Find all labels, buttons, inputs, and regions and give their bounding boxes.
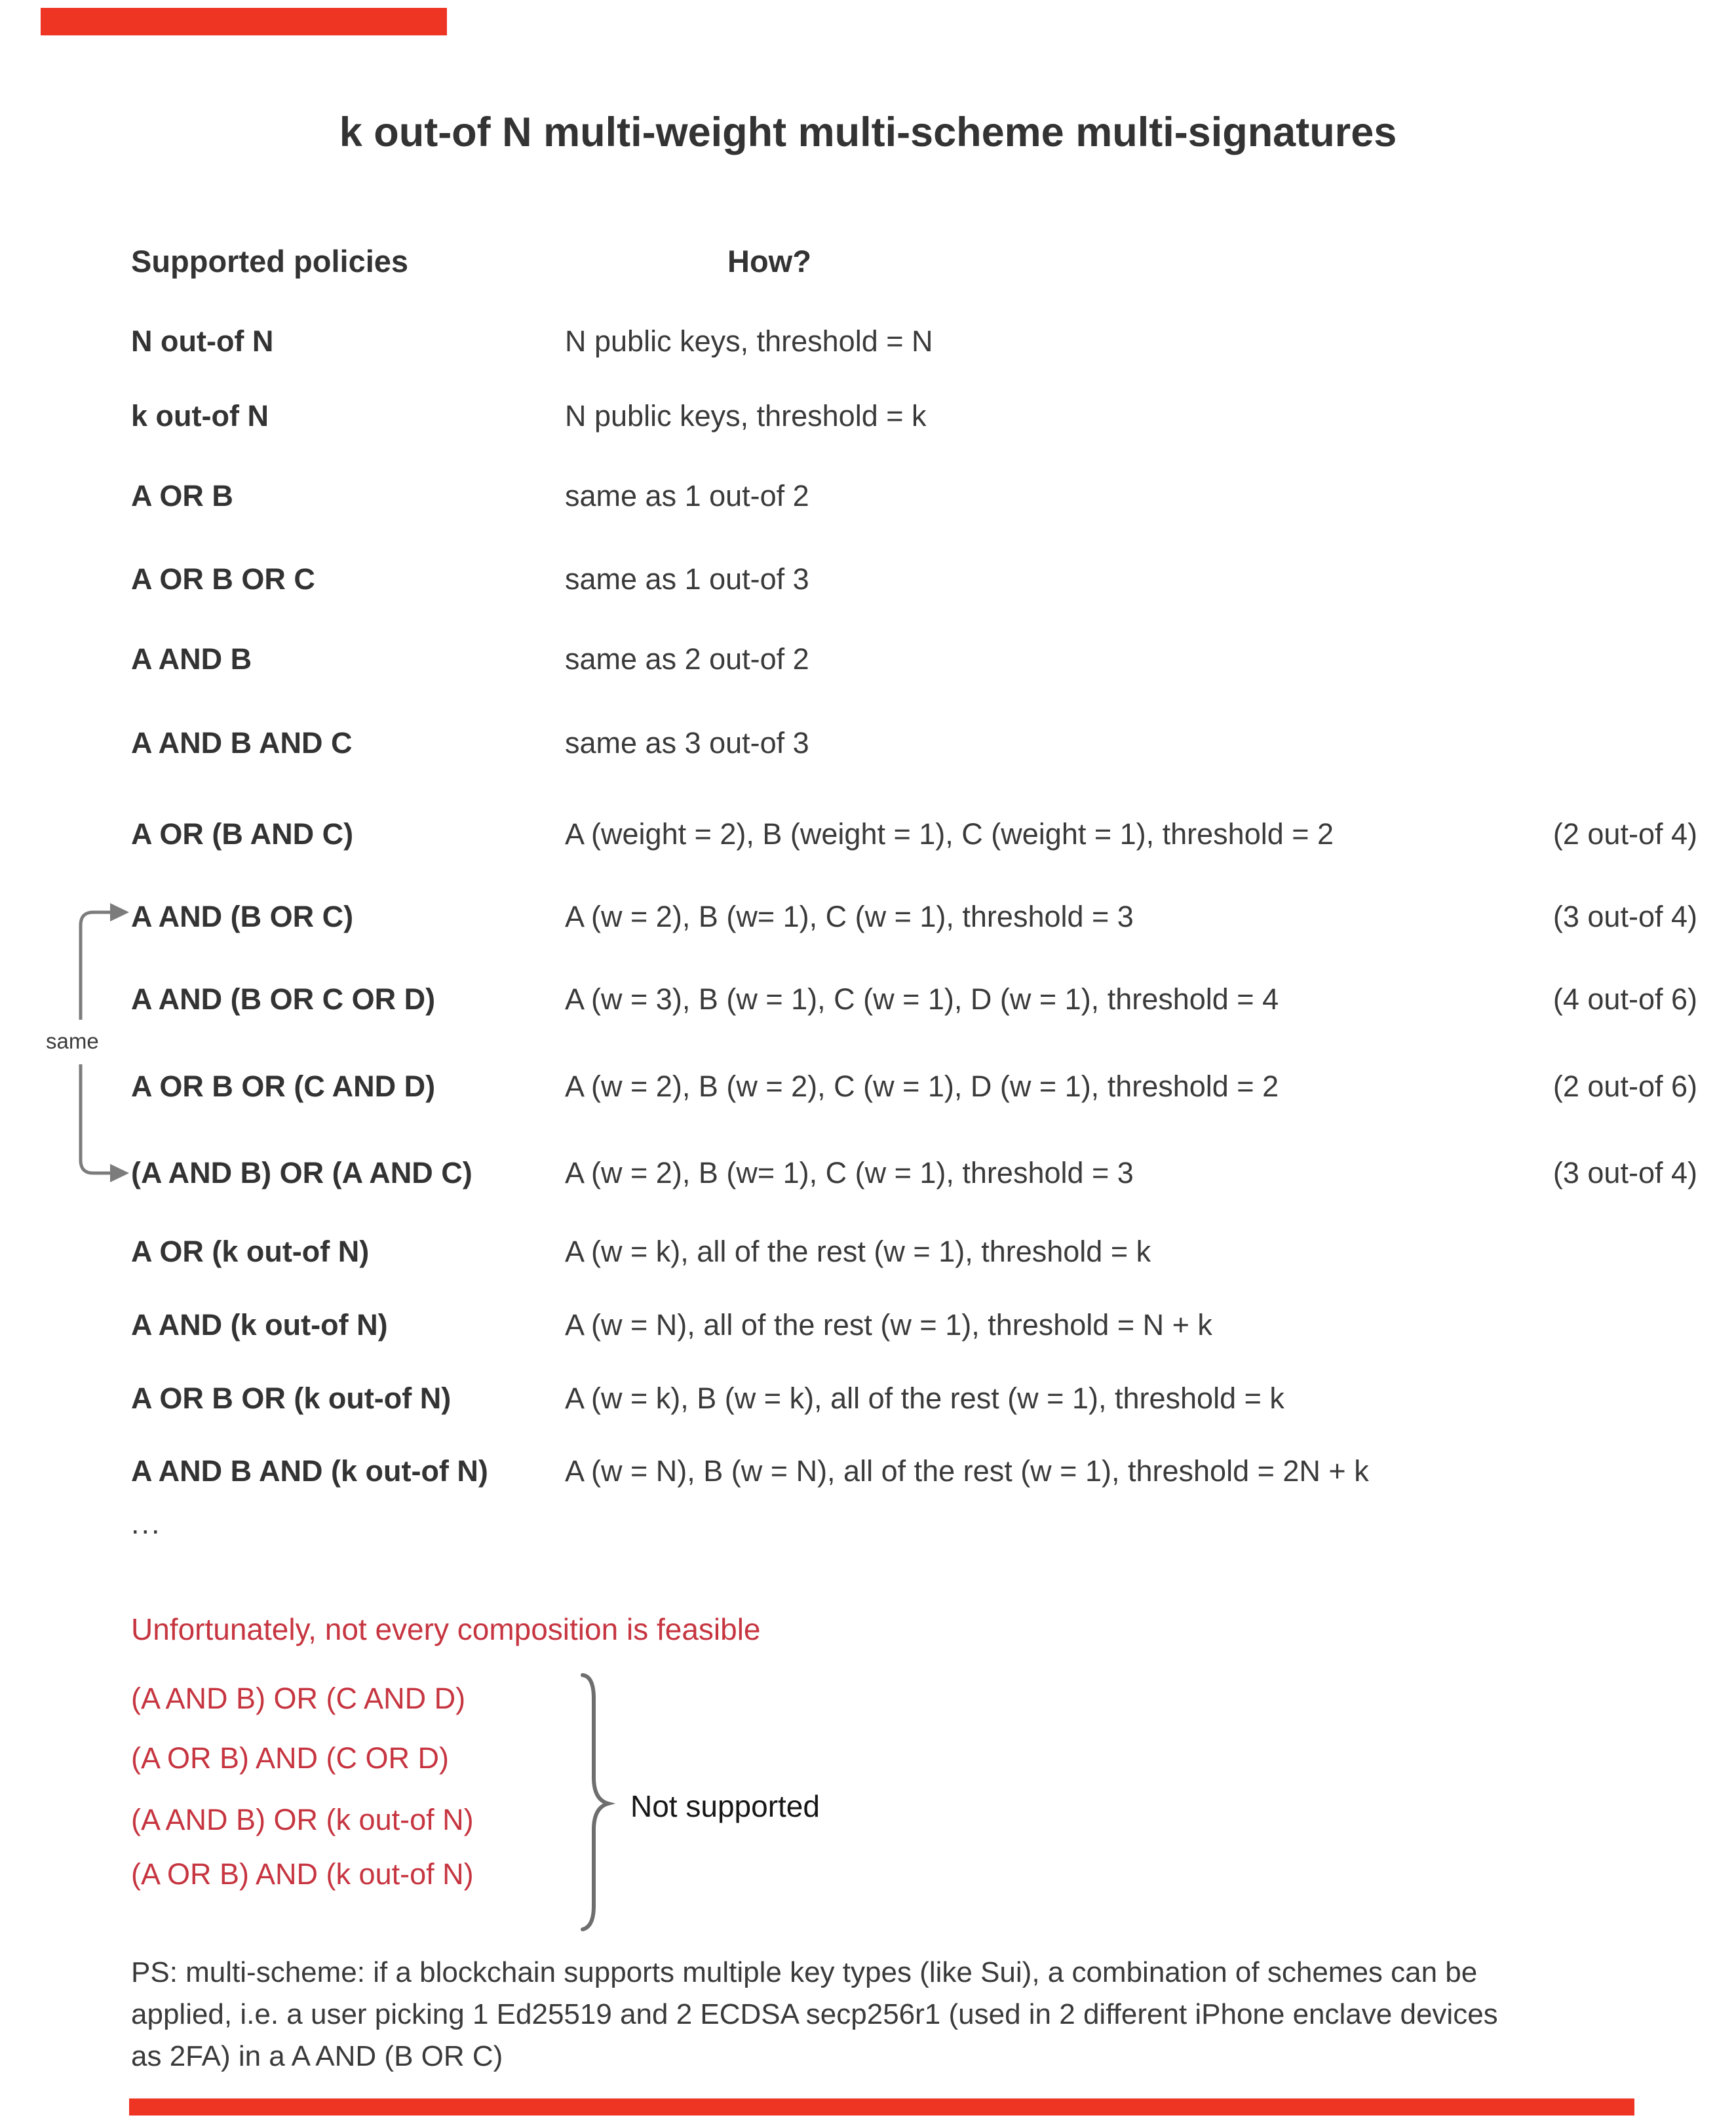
policy-label: A AND B AND (k out-of N): [131, 1454, 488, 1488]
policy-how: A (w = k), B (w = k), all of the rest (w = 1), threshold = k: [565, 1382, 1284, 1415]
policy-label: A OR (k out-of N): [131, 1235, 370, 1268]
policy-equivalent: (2 out-of 4): [1553, 817, 1697, 851]
policy-how: same as 3 out-of 3: [565, 726, 809, 760]
infeasible-item: (A OR B) AND (k out-of N): [131, 1857, 474, 1891]
policy-label: (A AND B) OR (A AND C): [131, 1156, 473, 1189]
policy-equivalent: (2 out-of 6): [1553, 1070, 1697, 1103]
policy-how: same as 2 out-of 2: [565, 642, 809, 676]
policy-how: same as 1 out-of 2: [565, 479, 809, 512]
policy-equivalent: (3 out-of 4): [1553, 900, 1697, 933]
policy-how: same as 1 out-of 3: [565, 562, 809, 596]
not-supported-brace: [583, 1675, 608, 1929]
policy-label: N out-of N: [131, 324, 274, 358]
table-row: [0, 724, 1736, 763]
footnote-line: as 2FA) in a A AND (B OR C): [131, 2040, 503, 2072]
footnote-line: PS: multi-scheme: if a blockchain supports multiple key types (like Sui), a combination of schemes can be: [131, 1956, 1478, 1988]
policy-label: k out-of N: [131, 399, 269, 433]
policy-label: A OR B OR (k out-of N): [131, 1382, 452, 1415]
table-row: [0, 1452, 1736, 1491]
table-row: [0, 476, 1736, 516]
footnote: [131, 1952, 1498, 2078]
column-header-supported-policies: Supported policies: [131, 244, 409, 279]
table-row: [0, 1153, 1736, 1193]
table-row: [0, 1305, 1736, 1345]
policy-how: A (w = k), all of the rest (w = 1), threshold = k: [565, 1235, 1151, 1268]
table-row: [0, 1379, 1736, 1418]
policy-equivalent: (4 out-of 6): [1553, 982, 1697, 1016]
policy-how: A (w = N), B (w = N), all of the rest (w = 1), threshold = 2N + k: [565, 1454, 1369, 1488]
red-marker-bottom: [129, 2098, 1634, 2116]
infeasible-heading: Unfortunately, not every composition is feasible: [131, 1612, 761, 1646]
policy-equivalent: (3 out-of 4): [1553, 1156, 1697, 1189]
column-header-how: How?: [727, 244, 811, 279]
policy-how: A (w = N), all of the rest (w = 1), threshold = N + k: [565, 1308, 1212, 1342]
table-header-row: [0, 241, 1736, 282]
table-row: [0, 980, 1736, 1019]
same-label: same: [46, 1029, 99, 1053]
policy-how: A (w = 2), B (w= 1), C (w = 1), threshold = 3: [565, 1156, 1134, 1189]
table-row: [0, 897, 1736, 937]
policy-label: A OR (B AND C): [131, 817, 354, 851]
policy-label: A AND (B OR C): [131, 900, 354, 933]
table-row: [0, 396, 1736, 436]
table-row: [0, 640, 1736, 679]
table-row: [0, 1067, 1736, 1106]
policy-label: A AND (k out-of N): [131, 1308, 388, 1342]
policy-how: A (weight = 2), B (weight = 1), C (weight = 1), threshold = 2: [565, 817, 1334, 851]
table-row: [0, 815, 1736, 854]
ellipsis-row: ...: [131, 1507, 162, 1540]
infeasible-item: (A OR B) AND (C OR D): [131, 1741, 450, 1775]
policy-how: A (w = 2), B (w = 2), C (w = 1), D (w = 1), threshold = 2: [565, 1070, 1279, 1103]
table-row: [0, 560, 1736, 599]
policy-label: A AND (B OR C OR D): [131, 982, 436, 1016]
infeasible-item: (A AND B) OR (k out-of N): [131, 1803, 474, 1836]
policy-label: A OR B OR (C AND D): [131, 1070, 436, 1103]
policy-label: A OR B OR C: [131, 562, 315, 596]
page-title: k out-of N multi-weight multi-scheme multi-signatures: [339, 109, 1397, 155]
policy-label: A AND B AND C: [131, 726, 353, 760]
policy-how: N public keys, threshold = N: [565, 324, 933, 358]
policy-how: A (w = 2), B (w= 1), C (w = 1), threshold = 3: [565, 900, 1134, 933]
policy-label: A OR B: [131, 479, 233, 512]
policy-how: A (w = 3), B (w = 1), C (w = 1), D (w = 1), threshold = 4: [565, 982, 1279, 1016]
footnote-line: applied, i.e. a user picking 1 Ed25519 and 2 ECDSA secp256r1 (used in 2 different iPhone enclave devices: [131, 1998, 1498, 2030]
infeasible-item: (A AND B) OR (C AND D): [131, 1682, 466, 1715]
table-row: [0, 322, 1736, 361]
policy-label: A AND B: [131, 642, 252, 676]
red-marker-top: [41, 8, 447, 35]
not-supported-label: Not supported: [630, 1789, 820, 1823]
table-row: [0, 1232, 1736, 1271]
policy-how: N public keys, threshold = k: [565, 399, 927, 433]
